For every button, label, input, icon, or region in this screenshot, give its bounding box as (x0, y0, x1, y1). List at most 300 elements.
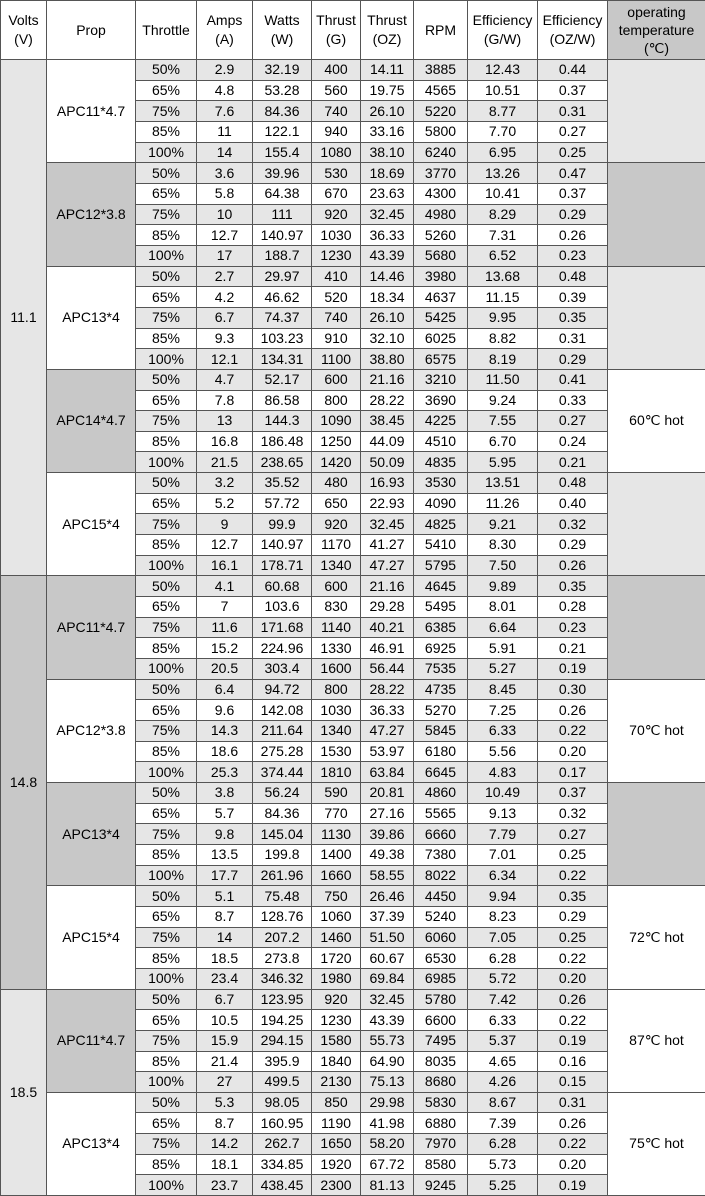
watts-cell: 499.5 (253, 1072, 312, 1093)
rpm-cell: 6575 (414, 349, 468, 370)
thrust-oz-cell: 43.39 (361, 1010, 414, 1031)
efficiency-g-cell: 8.82 (468, 328, 538, 349)
throttle-cell: 65% (136, 1113, 197, 1134)
watts-cell: 74.37 (253, 307, 312, 328)
thrust-oz-cell: 38.80 (361, 349, 414, 370)
thrust-oz-cell: 60.67 (361, 948, 414, 969)
watts-cell: 57.72 (253, 493, 312, 514)
efficiency-oz-cell: 0.26 (538, 700, 608, 721)
thrust-g-cell: 1980 (312, 968, 361, 989)
table-row (1, 369, 705, 390)
amps-cell: 8.7 (197, 1113, 253, 1134)
amps-cell: 18.1 (197, 1154, 253, 1175)
thrust-oz-cell: 51.50 (361, 927, 414, 948)
efficiency-oz-cell: 0.35 (538, 307, 608, 328)
rpm-cell: 6530 (414, 948, 468, 969)
thrust-oz-cell: 29.98 (361, 1092, 414, 1113)
thrust-oz-cell: 39.86 (361, 824, 414, 845)
rpm-cell: 5260 (414, 225, 468, 246)
rpm-cell: 8035 (414, 1051, 468, 1072)
efficiency-oz-cell: 0.19 (538, 659, 608, 680)
watts-cell: 98.05 (253, 1092, 312, 1113)
temperature-cell: 75℃ hot (608, 1092, 705, 1195)
watts-cell: 75.48 (253, 886, 312, 907)
watts-cell: 32.19 (253, 60, 312, 81)
watts-cell: 199.8 (253, 844, 312, 865)
rpm-cell: 3980 (414, 266, 468, 287)
header-prop: Prop (47, 1, 136, 60)
thrust-g-cell: 1530 (312, 741, 361, 762)
thrust-oz-cell: 28.22 (361, 390, 414, 411)
thrust-g-cell: 480 (312, 473, 361, 494)
efficiency-g-cell: 7.05 (468, 927, 538, 948)
temperature-cell (608, 163, 705, 266)
watts-cell: 171.68 (253, 617, 312, 638)
efficiency-oz-cell: 0.31 (538, 1092, 608, 1113)
temperature-cell (608, 576, 705, 679)
amps-cell: 16.8 (197, 431, 253, 452)
prop-cell: APC15*4 (47, 886, 136, 989)
thrust-g-cell: 1460 (312, 927, 361, 948)
throttle-cell: 85% (136, 948, 197, 969)
thrust-oz-cell: 67.72 (361, 1154, 414, 1175)
rpm-cell: 7970 (414, 1134, 468, 1155)
thrust-g-cell: 530 (312, 163, 361, 184)
efficiency-oz-cell: 0.28 (538, 597, 608, 618)
efficiency-oz-cell: 0.23 (538, 617, 608, 638)
rpm-cell: 3210 (414, 369, 468, 390)
efficiency-g-cell: 13.26 (468, 163, 538, 184)
throttle-cell: 65% (136, 390, 197, 411)
rpm-cell: 8580 (414, 1154, 468, 1175)
efficiency-g-cell: 5.25 (468, 1175, 538, 1196)
rpm-cell: 4835 (414, 452, 468, 473)
rpm-cell: 3690 (414, 390, 468, 411)
efficiency-g-cell: 9.13 (468, 803, 538, 824)
throttle-cell: 75% (136, 721, 197, 742)
efficiency-oz-cell: 0.31 (538, 328, 608, 349)
thrust-g-cell: 1100 (312, 349, 361, 370)
watts-cell: 60.68 (253, 576, 312, 597)
amps-cell: 5.2 (197, 493, 253, 514)
thrust-oz-cell: 41.98 (361, 1113, 414, 1134)
efficiency-oz-cell: 0.22 (538, 721, 608, 742)
amps-cell: 7.8 (197, 390, 253, 411)
efficiency-oz-cell: 0.23 (538, 245, 608, 266)
efficiency-oz-cell: 0.40 (538, 493, 608, 514)
amps-cell: 10.5 (197, 1010, 253, 1031)
prop-cell: APC11*4.7 (47, 576, 136, 679)
watts-cell: 395.9 (253, 1051, 312, 1072)
rpm-cell: 5800 (414, 121, 468, 142)
thrust-g-cell: 1920 (312, 1154, 361, 1175)
efficiency-g-cell: 8.29 (468, 204, 538, 225)
throttle-cell: 100% (136, 142, 197, 163)
amps-cell: 17.7 (197, 865, 253, 886)
efficiency-g-cell: 7.55 (468, 411, 538, 432)
rpm-cell: 4225 (414, 411, 468, 432)
watts-cell: 84.36 (253, 803, 312, 824)
amps-cell: 3.6 (197, 163, 253, 184)
thrust-g-cell: 1720 (312, 948, 361, 969)
prop-cell: APC12*3.8 (47, 679, 136, 782)
efficiency-oz-cell: 0.37 (538, 80, 608, 101)
throttle-cell: 75% (136, 824, 197, 845)
rpm-cell: 3530 (414, 473, 468, 494)
watts-cell: 194.25 (253, 1010, 312, 1031)
temperature-cell: 60℃ hot (608, 369, 705, 472)
efficiency-g-cell: 8.67 (468, 1092, 538, 1113)
throttle-cell: 50% (136, 1092, 197, 1113)
efficiency-oz-cell: 0.17 (538, 762, 608, 783)
rpm-cell: 5680 (414, 245, 468, 266)
thrust-oz-cell: 36.33 (361, 225, 414, 246)
efficiency-oz-cell: 0.35 (538, 576, 608, 597)
efficiency-oz-cell: 0.39 (538, 287, 608, 308)
throttle-cell: 85% (136, 1154, 197, 1175)
thrust-oz-cell: 56.44 (361, 659, 414, 680)
throttle-cell: 100% (136, 349, 197, 370)
thrust-oz-cell: 58.55 (361, 865, 414, 886)
thrust-oz-cell: 81.13 (361, 1175, 414, 1196)
efficiency-oz-cell: 0.37 (538, 183, 608, 204)
temperature-cell: 72℃ hot (608, 886, 705, 989)
efficiency-g-cell: 7.42 (468, 989, 538, 1010)
rpm-cell: 4565 (414, 80, 468, 101)
thrust-g-cell: 920 (312, 514, 361, 535)
watts-cell: 160.95 (253, 1113, 312, 1134)
thrust-oz-cell: 46.91 (361, 638, 414, 659)
efficiency-g-cell: 5.27 (468, 659, 538, 680)
thrust-g-cell: 560 (312, 80, 361, 101)
thrust-g-cell: 1420 (312, 452, 361, 473)
temperature-cell (608, 60, 705, 163)
prop-cell: APC11*4.7 (47, 989, 136, 1092)
watts-cell: 103.23 (253, 328, 312, 349)
table-row (1, 1092, 705, 1113)
thrust-g-cell: 800 (312, 390, 361, 411)
rpm-cell: 5795 (414, 555, 468, 576)
amps-cell: 5.3 (197, 1092, 253, 1113)
efficiency-g-cell: 5.72 (468, 968, 538, 989)
thrust-g-cell: 830 (312, 597, 361, 618)
throttle-cell: 100% (136, 659, 197, 680)
amps-cell: 4.1 (197, 576, 253, 597)
thrust-g-cell: 1230 (312, 1010, 361, 1031)
watts-cell: 56.24 (253, 782, 312, 803)
watts-cell: 99.9 (253, 514, 312, 535)
throttle-cell: 50% (136, 782, 197, 803)
thrust-g-cell: 590 (312, 782, 361, 803)
rpm-cell: 4510 (414, 431, 468, 452)
rpm-cell: 6025 (414, 328, 468, 349)
throttle-cell: 100% (136, 245, 197, 266)
efficiency-g-cell: 9.21 (468, 514, 538, 535)
throttle-cell: 100% (136, 968, 197, 989)
thrust-oz-cell: 14.11 (361, 60, 414, 81)
amps-cell: 12.7 (197, 535, 253, 556)
thrust-oz-cell: 16.93 (361, 473, 414, 494)
throttle-cell: 75% (136, 927, 197, 948)
temperature-cell: 70℃ hot (608, 679, 705, 782)
watts-cell: 64.38 (253, 183, 312, 204)
rpm-cell: 5845 (414, 721, 468, 742)
prop-cell: APC13*4 (47, 266, 136, 369)
efficiency-oz-cell: 0.15 (538, 1072, 608, 1093)
rpm-cell: 6600 (414, 1010, 468, 1031)
throttle-cell: 85% (136, 121, 197, 142)
thrust-g-cell: 400 (312, 60, 361, 81)
efficiency-oz-cell: 0.21 (538, 452, 608, 473)
rpm-cell: 6645 (414, 762, 468, 783)
watts-cell: 53.28 (253, 80, 312, 101)
watts-cell: 346.32 (253, 968, 312, 989)
amps-cell: 2.7 (197, 266, 253, 287)
thrust-g-cell: 740 (312, 101, 361, 122)
thrust-oz-cell: 41.27 (361, 535, 414, 556)
efficiency-g-cell: 7.79 (468, 824, 538, 845)
thrust-g-cell: 600 (312, 576, 361, 597)
table-row (1, 886, 705, 907)
thrust-oz-cell: 32.45 (361, 204, 414, 225)
temperature-cell (608, 782, 705, 885)
table-row (1, 60, 705, 81)
thrust-g-cell: 920 (312, 204, 361, 225)
amps-cell: 25.3 (197, 762, 253, 783)
table-row (1, 473, 705, 494)
throttle-cell: 65% (136, 287, 197, 308)
efficiency-g-cell: 7.50 (468, 555, 538, 576)
watts-cell: 140.97 (253, 535, 312, 556)
amps-cell: 6.7 (197, 307, 253, 328)
throttle-cell: 50% (136, 60, 197, 81)
throttle-cell: 100% (136, 865, 197, 886)
efficiency-g-cell: 9.24 (468, 390, 538, 411)
thrust-oz-cell: 18.34 (361, 287, 414, 308)
efficiency-oz-cell: 0.33 (538, 390, 608, 411)
watts-cell: 103.6 (253, 597, 312, 618)
rpm-cell: 5240 (414, 906, 468, 927)
thrust-g-cell: 850 (312, 1092, 361, 1113)
rpm-cell: 6240 (414, 142, 468, 163)
amps-cell: 12.1 (197, 349, 253, 370)
amps-cell: 13.5 (197, 844, 253, 865)
throttle-cell: 65% (136, 700, 197, 721)
thrust-g-cell: 1400 (312, 844, 361, 865)
efficiency-oz-cell: 0.19 (538, 1030, 608, 1051)
watts-cell: 262.7 (253, 1134, 312, 1155)
rpm-cell: 6385 (414, 617, 468, 638)
throttle-cell: 85% (136, 844, 197, 865)
efficiency-oz-cell: 0.30 (538, 679, 608, 700)
table-row (1, 266, 705, 287)
watts-cell: 122.1 (253, 121, 312, 142)
rpm-cell: 5780 (414, 989, 468, 1010)
thrust-oz-cell: 47.27 (361, 555, 414, 576)
amps-cell: 11 (197, 121, 253, 142)
amps-cell: 4.7 (197, 369, 253, 390)
thrust-oz-cell: 23.63 (361, 183, 414, 204)
efficiency-oz-cell: 0.48 (538, 473, 608, 494)
rpm-cell: 4735 (414, 679, 468, 700)
throttle-cell: 65% (136, 597, 197, 618)
thrust-g-cell: 650 (312, 493, 361, 514)
thrust-g-cell: 1080 (312, 142, 361, 163)
efficiency-g-cell: 11.26 (468, 493, 538, 514)
thrust-g-cell: 1660 (312, 865, 361, 886)
throttle-cell: 100% (136, 555, 197, 576)
throttle-cell: 100% (136, 1175, 197, 1196)
watts-cell: 186.48 (253, 431, 312, 452)
temperature-cell (608, 473, 705, 576)
efficiency-g-cell: 6.64 (468, 617, 538, 638)
watts-cell: 145.04 (253, 824, 312, 845)
thrust-oz-cell: 69.84 (361, 968, 414, 989)
efficiency-g-cell: 10.51 (468, 80, 538, 101)
efficiency-g-cell: 11.50 (468, 369, 538, 390)
thrust-oz-cell: 64.90 (361, 1051, 414, 1072)
throttle-cell: 100% (136, 452, 197, 473)
throttle-cell: 50% (136, 266, 197, 287)
rpm-cell: 9245 (414, 1175, 468, 1196)
rpm-cell: 4645 (414, 576, 468, 597)
amps-cell: 9.8 (197, 824, 253, 845)
thrust-oz-cell: 21.16 (361, 576, 414, 597)
thrust-g-cell: 410 (312, 266, 361, 287)
prop-cell: APC13*4 (47, 1092, 136, 1195)
thrust-g-cell: 920 (312, 989, 361, 1010)
efficiency-oz-cell: 0.19 (538, 1175, 608, 1196)
throttle-cell: 65% (136, 80, 197, 101)
rpm-cell: 5830 (414, 1092, 468, 1113)
efficiency-g-cell: 4.26 (468, 1072, 538, 1093)
amps-cell: 23.4 (197, 968, 253, 989)
amps-cell: 14 (197, 927, 253, 948)
efficiency-oz-cell: 0.31 (538, 101, 608, 122)
efficiency-oz-cell: 0.20 (538, 741, 608, 762)
thrust-g-cell: 800 (312, 679, 361, 700)
thrust-oz-cell: 26.46 (361, 886, 414, 907)
throttle-cell: 75% (136, 101, 197, 122)
thrust-oz-cell: 33.16 (361, 121, 414, 142)
amps-cell: 8.7 (197, 906, 253, 927)
rpm-cell: 7380 (414, 844, 468, 865)
watts-cell: 39.96 (253, 163, 312, 184)
amps-cell: 5.1 (197, 886, 253, 907)
efficiency-oz-cell: 0.22 (538, 948, 608, 969)
thrust-g-cell: 1340 (312, 721, 361, 742)
rpm-cell: 4637 (414, 287, 468, 308)
watts-cell: 238.65 (253, 452, 312, 473)
efficiency-g-cell: 10.41 (468, 183, 538, 204)
thrust-oz-cell: 36.33 (361, 700, 414, 721)
efficiency-oz-cell: 0.29 (538, 204, 608, 225)
efficiency-g-cell: 7.39 (468, 1113, 538, 1134)
thrust-oz-cell: 55.73 (361, 1030, 414, 1051)
amps-cell: 15.9 (197, 1030, 253, 1051)
amps-cell: 13 (197, 411, 253, 432)
header-efficiency-g: Efficiency (G/W) (468, 1, 538, 60)
rpm-cell: 4090 (414, 493, 468, 514)
efficiency-g-cell: 9.95 (468, 307, 538, 328)
amps-cell: 4.8 (197, 80, 253, 101)
efficiency-g-cell: 6.95 (468, 142, 538, 163)
efficiency-oz-cell: 0.20 (538, 968, 608, 989)
efficiency-oz-cell: 0.26 (538, 555, 608, 576)
efficiency-oz-cell: 0.48 (538, 266, 608, 287)
efficiency-g-cell: 5.37 (468, 1030, 538, 1051)
throttle-cell: 85% (136, 225, 197, 246)
amps-cell: 5.7 (197, 803, 253, 824)
efficiency-g-cell: 8.19 (468, 349, 538, 370)
thrust-oz-cell: 53.97 (361, 741, 414, 762)
efficiency-oz-cell: 0.21 (538, 638, 608, 659)
efficiency-oz-cell: 0.29 (538, 349, 608, 370)
amps-cell: 9 (197, 514, 253, 535)
watts-cell: 128.76 (253, 906, 312, 927)
amps-cell: 18.6 (197, 741, 253, 762)
rpm-cell: 4860 (414, 782, 468, 803)
efficiency-g-cell: 11.15 (468, 287, 538, 308)
thrust-g-cell: 940 (312, 121, 361, 142)
efficiency-oz-cell: 0.26 (538, 1113, 608, 1134)
amps-cell: 7 (197, 597, 253, 618)
thrust-g-cell: 1840 (312, 1051, 361, 1072)
throttle-cell: 75% (136, 1030, 197, 1051)
thrust-g-cell: 1090 (312, 411, 361, 432)
amps-cell: 16.1 (197, 555, 253, 576)
amps-cell: 6.7 (197, 989, 253, 1010)
throttle-cell: 50% (136, 369, 197, 390)
watts-cell: 144.3 (253, 411, 312, 432)
efficiency-g-cell: 6.34 (468, 865, 538, 886)
watts-cell: 261.96 (253, 865, 312, 886)
rpm-cell: 4300 (414, 183, 468, 204)
watts-cell: 140.97 (253, 225, 312, 246)
watts-cell: 294.15 (253, 1030, 312, 1051)
amps-cell: 4.2 (197, 287, 253, 308)
rpm-cell: 4825 (414, 514, 468, 535)
thrust-oz-cell: 26.10 (361, 101, 414, 122)
throttle-cell: 75% (136, 514, 197, 535)
temperature-cell (608, 266, 705, 369)
efficiency-g-cell: 8.01 (468, 597, 538, 618)
amps-cell: 11.6 (197, 617, 253, 638)
watts-cell: 84.36 (253, 101, 312, 122)
prop-cell: APC15*4 (47, 473, 136, 576)
rpm-cell: 4980 (414, 204, 468, 225)
rpm-cell: 5270 (414, 700, 468, 721)
efficiency-g-cell: 8.30 (468, 535, 538, 556)
watts-cell: 273.8 (253, 948, 312, 969)
throttle-cell: 85% (136, 328, 197, 349)
throttle-cell: 75% (136, 307, 197, 328)
watts-cell: 46.62 (253, 287, 312, 308)
efficiency-oz-cell: 0.25 (538, 844, 608, 865)
throttle-cell: 65% (136, 906, 197, 927)
rpm-cell: 6060 (414, 927, 468, 948)
efficiency-g-cell: 7.01 (468, 844, 538, 865)
efficiency-oz-cell: 0.16 (538, 1051, 608, 1072)
throttle-cell: 50% (136, 576, 197, 597)
throttle-cell: 50% (136, 886, 197, 907)
thrust-oz-cell: 21.16 (361, 369, 414, 390)
thrust-oz-cell: 32.45 (361, 514, 414, 535)
table-body (1, 60, 705, 1196)
rpm-cell: 7535 (414, 659, 468, 680)
temperature-cell: 87℃ hot (608, 989, 705, 1092)
watts-cell: 275.28 (253, 741, 312, 762)
